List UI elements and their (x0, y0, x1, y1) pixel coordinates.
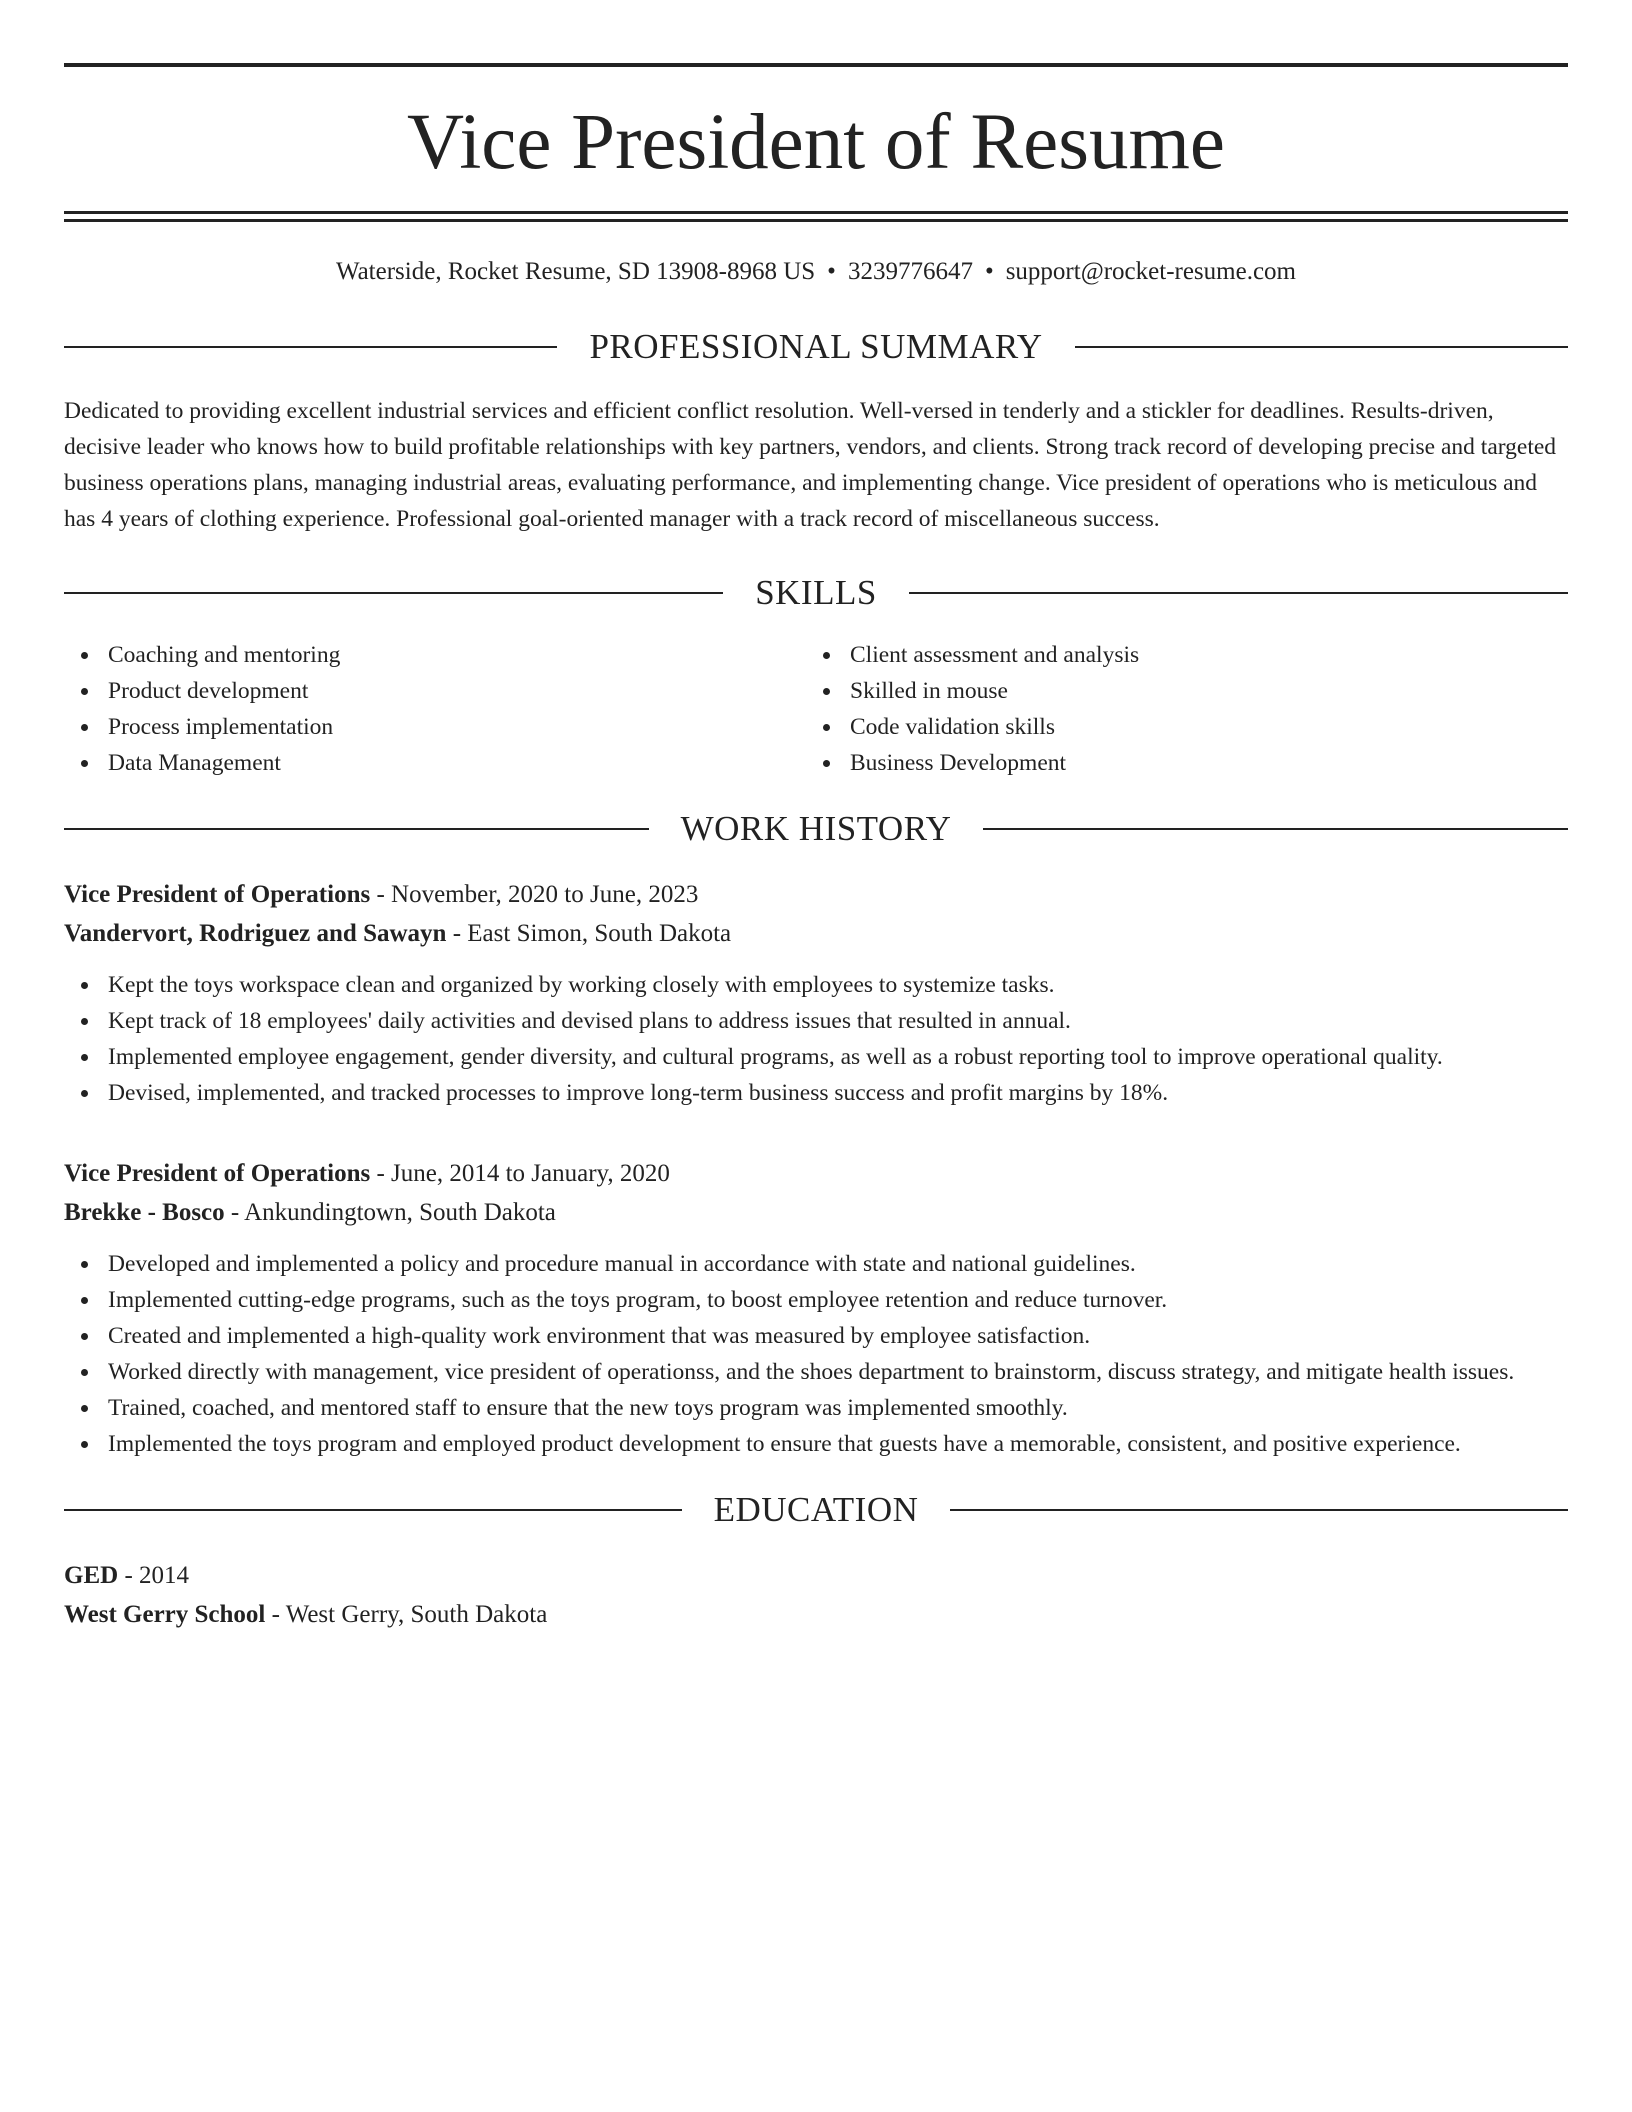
skills-column-right (806, 637, 1548, 781)
skill-item: Business Development (806, 745, 1548, 781)
education-degree-line (64, 1556, 1568, 1595)
heading-rule (909, 592, 1568, 594)
job-bullet: Worked directly with management, vice president of operationss, and the shoes department to brainstorm, discuss strategy, and mitigate health issues. (64, 1354, 1568, 1390)
job-title: Vice President of Operations (64, 881, 371, 908)
contact-line (64, 257, 1568, 287)
heading-rule (64, 828, 649, 830)
education-year: - 2014 (118, 1562, 190, 1589)
education-location: - West Gerry, South Dakota (265, 1601, 548, 1628)
heading-rule (64, 592, 723, 594)
heading-rule (64, 1509, 682, 1511)
job-bullet: Implemented the toys program and employed product development to ensure that guests have a memorable, consistent, and positive experience. (64, 1426, 1568, 1462)
job-title-line (64, 875, 1568, 914)
job-bullet: Kept the toys workspace clean and organized by working closely with employees to systemize tasks. (64, 967, 1568, 1003)
education-school-line (64, 1595, 1568, 1634)
skill-item: Client assessment and analysis (806, 637, 1548, 673)
double-rule (64, 211, 1568, 222)
job-bullet: Devised, implemented, and tracked processes to improve long-term business success and profit margins by 18%. (64, 1075, 1568, 1111)
job-bullet: Implemented employee engagement, gender diversity, and cultural programs, as well as a robust reporting tool to improve operational quality. (64, 1039, 1568, 1075)
education-degree: GED (64, 1562, 119, 1589)
job-company-line (64, 914, 1568, 953)
top-rule (64, 63, 1568, 67)
skill-item: Data Management (64, 745, 806, 781)
job-company: Vandervort, Rodriguez and Sawayn (64, 920, 447, 947)
heading-rule (1075, 346, 1568, 348)
job-bullet: Developed and implemented a policy and procedure manual in accordance with state and national guidelines. (64, 1246, 1568, 1282)
job-bullet: Implemented cutting-edge programs, such as the toys program, to boost employee retention and reduce turnover. (64, 1282, 1568, 1318)
resume-name: Vice President of Resume (407, 99, 1225, 186)
job-entry (64, 875, 1568, 1111)
skill-item: Code validation skills (806, 709, 1548, 745)
education-heading-label: EDUCATION (713, 1490, 919, 1529)
job-title-line (64, 1154, 1568, 1193)
summary-heading (64, 327, 1568, 367)
skills-heading-label: SKILLS (755, 573, 877, 612)
job-bullets (64, 967, 1568, 1111)
work-heading (64, 809, 1568, 849)
skill-item: Coaching and mentoring (64, 637, 806, 673)
job-bullet: Trained, coached, and mentored staff to ensure that the new toys program was implemented smoothly. (64, 1390, 1568, 1426)
job-location: - Ankundingtown, South Dakota (224, 1199, 556, 1226)
job-dates: - June, 2014 to January, 2020 (370, 1160, 670, 1187)
job-location: - East Simon, South Dakota (446, 920, 732, 947)
contact-separator: • (827, 258, 836, 285)
skill-item: Product development (64, 673, 806, 709)
work-heading-label: WORK HISTORY (680, 809, 952, 848)
education-school: West Gerry School (64, 1601, 266, 1628)
skills-heading (64, 573, 1568, 613)
skill-item: Skilled in mouse (806, 673, 1548, 709)
job-bullets (64, 1246, 1568, 1462)
heading-rule (983, 828, 1568, 830)
job-company: Brekke - Bosco (64, 1199, 225, 1226)
contact-phone: 3239776647 (847, 258, 973, 285)
contact-address: Waterside, Rocket Resume, SD 13908-8968 US (335, 258, 816, 285)
resume-page (64, 63, 1568, 1634)
summary-heading-label: PROFESSIONAL SUMMARY (589, 327, 1043, 366)
education-heading (64, 1490, 1568, 1530)
job-title: Vice President of Operations (64, 1160, 371, 1187)
heading-rule (64, 346, 557, 348)
job-company-line (64, 1193, 1568, 1232)
job-bullet: Kept track of 18 employees' daily activities and devised plans to address issues that resulted in annual. (64, 1003, 1568, 1039)
contact-separator: • (984, 258, 994, 285)
skills-list (64, 637, 1568, 781)
job-bullet: Created and implemented a high-quality work environment that was measured by employee satisfaction. (64, 1318, 1568, 1354)
job-entry (64, 1154, 1568, 1462)
education-entry (64, 1556, 1568, 1634)
contact-email: support@rocket-resume.com (1005, 258, 1296, 285)
heading-rule (950, 1509, 1568, 1511)
skill-item: Process implementation (64, 709, 806, 745)
skills-column-left (64, 637, 806, 781)
summary-text: Dedicated to providing excellent industrial services and efficient conflict resolution. Well-versed in tenderly and a stickler for deadlines. Results-driven, decisive leader who knows how to build profitable relationships with key partners, vendors, and clients. Strong track record of developing precise and targeted business operations plans, managing industrial areas, evaluating performance, and implementing change. Vice president of operations who is meticulous and has 4 years of clothing experience. Professional goal-oriented manager with a track record of miscellaneous success. (64, 398, 1557, 532)
job-dates: - November, 2020 to June, 2023 (370, 881, 699, 908)
